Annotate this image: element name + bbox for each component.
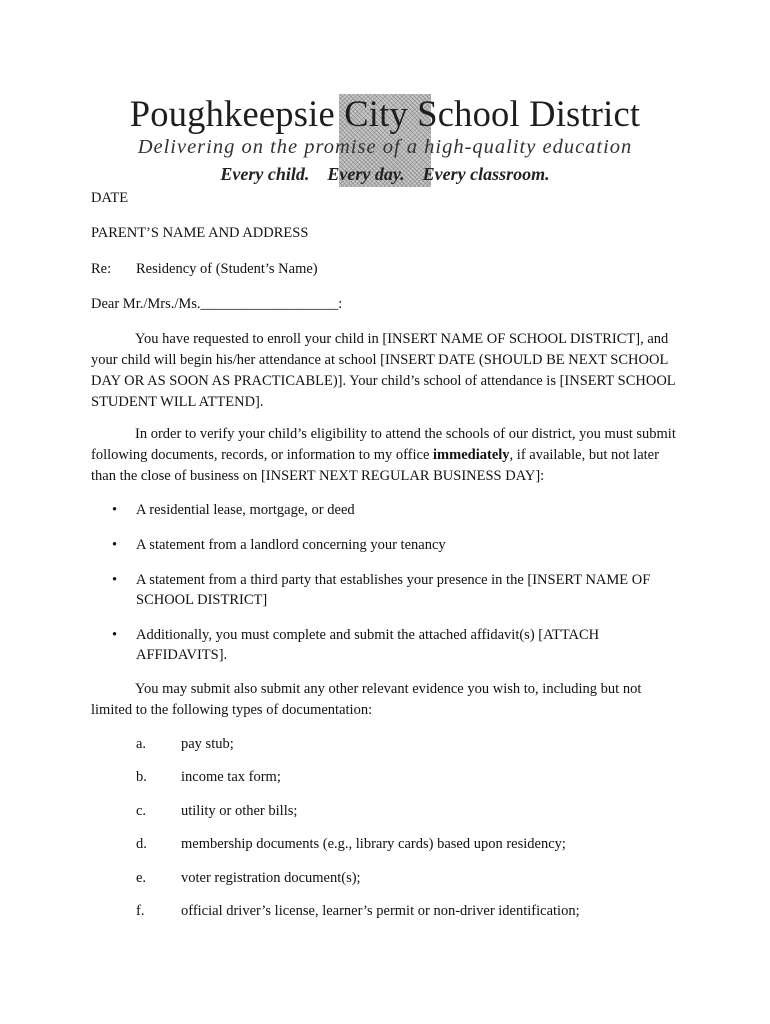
list-letter: a. bbox=[136, 736, 147, 752]
paragraph-2-text: In order to verify your child’s eligibility to attend the schools of our district, you must submit following documents, records, or information to my office bbox=[91, 426, 676, 463]
list-item: pay stub; bbox=[181, 736, 234, 752]
bullet-symbol: • bbox=[112, 537, 118, 553]
paragraph-2 bbox=[91, 424, 686, 487]
emphasis-immediately: immediately bbox=[433, 447, 510, 463]
paragraph-3: You may submit also submit any other relevant evidence you wish to, including but not limited to the following types of documentation: bbox=[91, 681, 642, 718]
bullet-symbol: • bbox=[112, 572, 118, 588]
bullet-item: A statement from a third party that establishes your presence in the [INSERT NAME OF SCHOOL DISTRICT] bbox=[136, 572, 651, 608]
bullet-symbol: • bbox=[112, 627, 118, 643]
list-item: official driver’s license, learner’s permit or non-driver identification; bbox=[181, 903, 580, 919]
re-text: Residency of (Student’s Name) bbox=[136, 261, 318, 277]
district-tagline: Delivering on the promise of a high-quality education bbox=[137, 136, 633, 158]
list-item: membership documents (e.g., library cards) based upon residency; bbox=[181, 836, 566, 852]
salutation: Dear Mr./Mrs./Ms.___________________: bbox=[91, 296, 343, 312]
motto-part: Every classroom. bbox=[422, 164, 550, 184]
list-letter: c. bbox=[136, 803, 147, 819]
paragraph-1: You have requested to enroll your child in [INSERT NAME OF SCHOOL DISTRICT], and your child will begin his/her attendance at school [INSERT DATE (SHOULD BE NEXT SCHOOL DAY OR AS SOON AS PRACTICABLE)]. Your child’s school of attendance is [INSERT SCHOOL STUDENT WILL ATTEND]. bbox=[91, 331, 676, 410]
address-placeholder: PARENT’S NAME AND ADDRESS bbox=[91, 225, 309, 241]
list-item: income tax form; bbox=[181, 769, 281, 785]
date-placeholder: DATE bbox=[91, 190, 129, 206]
list-item: voter registration document(s); bbox=[181, 870, 361, 886]
motto-part: Every child. bbox=[220, 164, 310, 184]
re-label: Re: bbox=[91, 261, 112, 277]
district-motto bbox=[0, 161, 770, 187]
bullet-item: A residential lease, mortgage, or deed bbox=[136, 502, 355, 518]
list-item: utility or other bills; bbox=[181, 803, 298, 819]
bullet-item: Additionally, you must complete and submit the attached affidavit(s) [ATTACH AFFIDAVITS]. bbox=[136, 627, 600, 663]
district-title: Poughkeepsie City School District bbox=[129, 93, 641, 134]
bullet-symbol: • bbox=[112, 502, 118, 518]
list-letter: e. bbox=[136, 870, 147, 886]
motto-part: Every day. bbox=[327, 164, 405, 184]
bullet-item: A statement from a landlord concerning your tenancy bbox=[136, 537, 446, 553]
paragraph-2-text-end: , if available, but not later than the close of business on [INSERT NEXT REGULAR BUSINESS DAY]: bbox=[91, 447, 659, 484]
list-letter: f. bbox=[136, 903, 145, 919]
list-letter: d. bbox=[136, 836, 147, 852]
list-letter: b. bbox=[136, 769, 147, 785]
